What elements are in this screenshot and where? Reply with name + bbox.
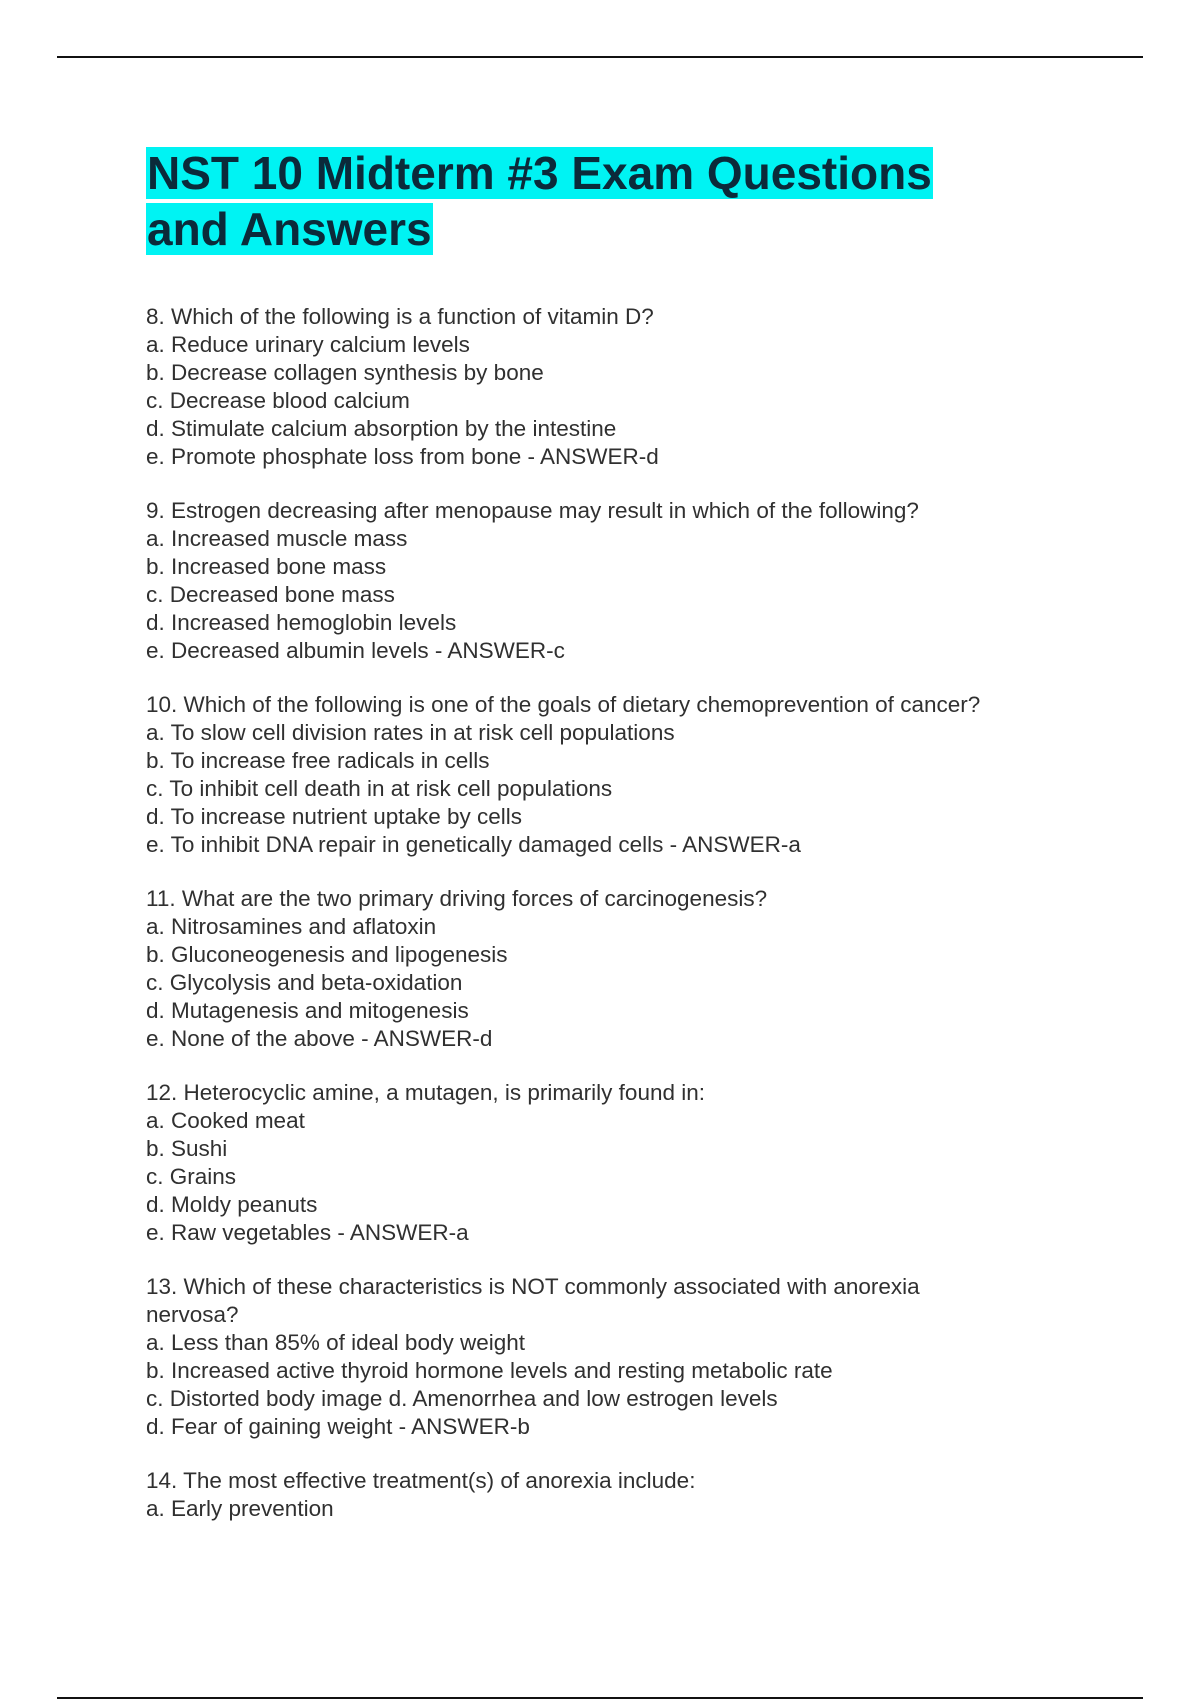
question-prompt: 12. Heterocyclic amine, a mutagen, is primarily found in: — [146, 1080, 705, 1105]
answer-option: a. Reduce urinary calcium levels — [146, 332, 470, 357]
question-prompt: 9. Estrogen decreasing after menopause may result in which of the following? — [146, 498, 919, 523]
answer-option: e. Raw vegetables - ANSWER-a — [146, 1220, 469, 1245]
question-11 — [146, 885, 1076, 1053]
answer-option: d. Moldy peanuts — [146, 1192, 318, 1217]
answer-option: d. Fear of gaining weight - ANSWER-b — [146, 1414, 530, 1439]
answer-option: b. Sushi — [146, 1136, 228, 1161]
answer-option: d. To increase nutrient uptake by cells — [146, 804, 523, 829]
title-highlight — [146, 147, 933, 255]
answer-option: d. Increased hemoglobin levels — [146, 610, 457, 635]
answer-option: b. Decrease collagen synthesis by bone — [146, 360, 544, 385]
answer-option: c. Grains — [146, 1164, 237, 1189]
question-9 — [146, 497, 1076, 665]
bottom-rule — [57, 1697, 1143, 1699]
answer-option: c. Decrease blood calcium — [146, 388, 410, 413]
top-rule — [57, 56, 1143, 58]
answer-option: e. Decreased albumin levels - ANSWER-c — [146, 638, 565, 663]
document-title — [146, 145, 1046, 257]
answer-option: b. Increased active thyroid hormone levels and resting metabolic rate — [146, 1358, 833, 1383]
question-prompt: 10. Which of the following is one of the goals of dietary chemoprevention of cancer? — [146, 692, 981, 717]
question-prompt: 11. What are the two primary driving forces of carcinogenesis? — [146, 886, 768, 911]
question-12 — [146, 1079, 1076, 1247]
answer-option: c. Glycolysis and beta-oxidation — [146, 970, 463, 995]
answer-option: a. Cooked meat — [146, 1108, 305, 1133]
title-line-2: and Answers — [147, 203, 432, 255]
question-list — [146, 303, 1076, 1549]
answer-option: c. Distorted body image d. Amenorrhea and low estrogen levels — [146, 1386, 778, 1411]
question-prompt: 14. The most effective treatment(s) of anorexia include: — [146, 1468, 696, 1493]
question-prompt: 13. Which of these characteristics is NOT commonly associated with anorexia nervosa? — [146, 1274, 920, 1327]
question-8 — [146, 303, 1076, 471]
question-13 — [146, 1273, 1076, 1441]
answer-option: b. To increase free radicals in cells — [146, 748, 490, 773]
answer-option: e. To inhibit DNA repair in genetically damaged cells - ANSWER-a — [146, 832, 801, 857]
answer-option: e. Promote phosphate loss from bone - ANSWER-d — [146, 444, 659, 469]
question-10 — [146, 691, 1076, 859]
answer-option: a. Early prevention — [146, 1496, 334, 1521]
answer-option: c. Decreased bone mass — [146, 582, 395, 607]
answer-option: d. Stimulate calcium absorption by the intestine — [146, 416, 617, 441]
question-14 — [146, 1467, 1076, 1523]
answer-option: a. To slow cell division rates in at risk cell populations — [146, 720, 675, 745]
answer-option: b. Increased bone mass — [146, 554, 387, 579]
answer-option: a. Less than 85% of ideal body weight — [146, 1330, 526, 1355]
answer-option: b. Gluconeogenesis and lipogenesis — [146, 942, 508, 967]
answer-option: a. Increased muscle mass — [146, 526, 408, 551]
title-line-1: NST 10 Midterm #3 Exam Questions — [147, 147, 932, 199]
answer-option: e. None of the above - ANSWER-d — [146, 1026, 493, 1051]
question-prompt: 8. Which of the following is a function of vitamin D? — [146, 304, 654, 329]
answer-option: c. To inhibit cell death in at risk cell populations — [146, 776, 613, 801]
answer-option: d. Mutagenesis and mitogenesis — [146, 998, 469, 1023]
answer-option: a. Nitrosamines and aflatoxin — [146, 914, 437, 939]
